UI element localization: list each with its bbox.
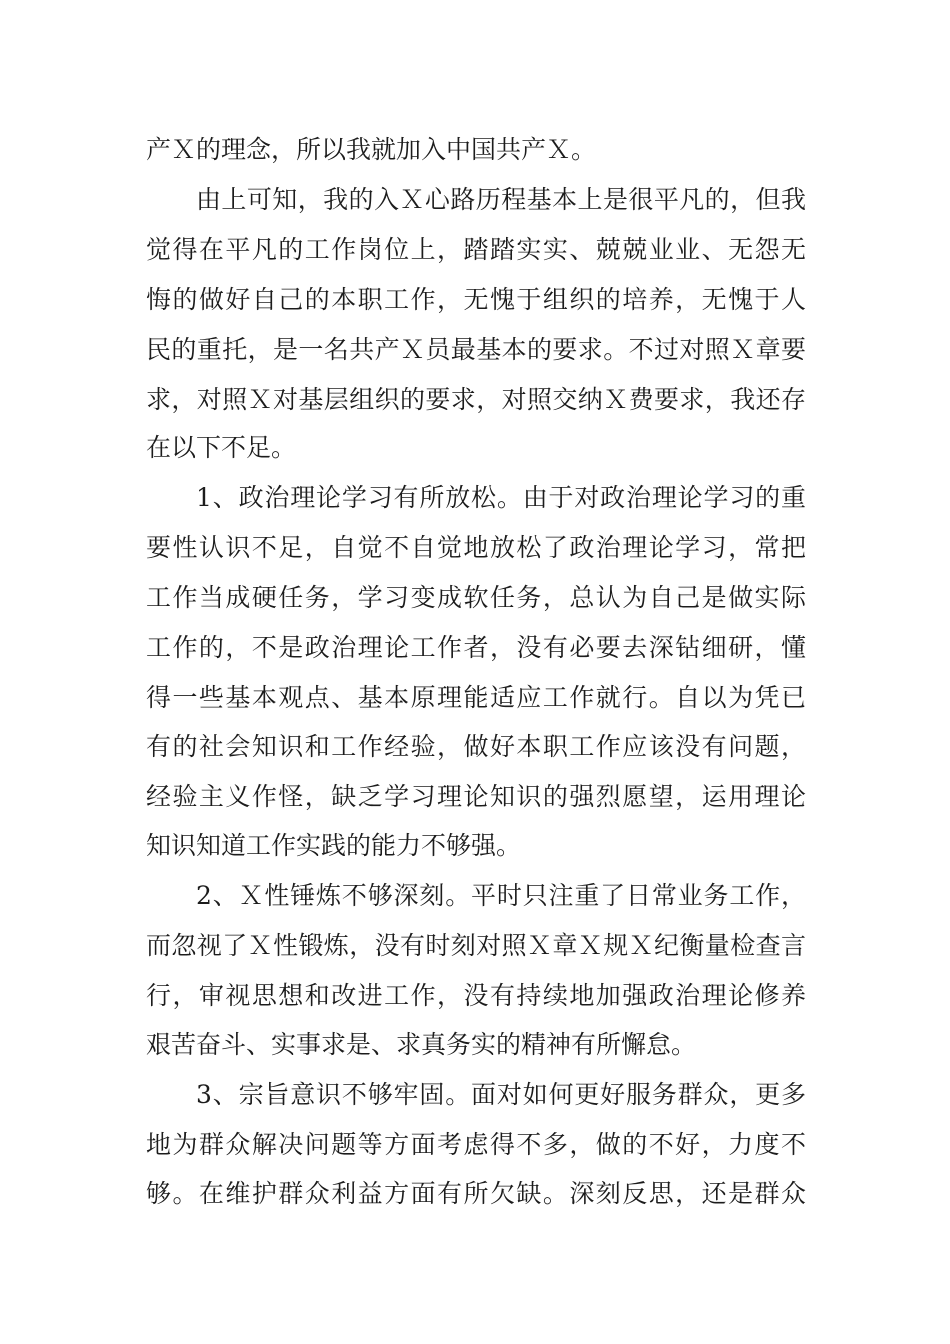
text-line: 地为群众解决问题等方面考虑得不多，做的不好，力度不: [146, 1130, 806, 1159]
paragraph-first-line: 2、Ｘ性锤炼不够深刻。平时只注重了日常业务工作，: [196, 881, 806, 910]
text-line: 经验主义作怪，缺乏学习理论知识的强烈愿望，运用理论: [146, 782, 806, 811]
text-line: 产Ｘ的理念，所以我就加入中国共产Ｘ。: [146, 135, 597, 164]
text-line: 而忽视了Ｘ性锻炼，没有时刻对照Ｘ章Ｘ规Ｘ纪衡量检查言: [146, 931, 806, 960]
paragraph-first-line: 3、宗旨意识不够牢固。面对如何更好服务群众，更多: [196, 1080, 806, 1109]
text-line: 得一些基本观点、基本原理能适应工作就行。自以为凭已: [146, 683, 806, 712]
text-line: 求，对照Ｘ对基层组织的要求，对照交纳Ｘ费要求，我还存: [146, 385, 806, 414]
paragraph-first-line: 由上可知，我的入Ｘ心路历程基本上是很平凡的，但我: [196, 185, 806, 214]
text-line: 民的重托，是一名共产Ｘ员最基本的要求。不过对照Ｘ章要: [146, 335, 806, 364]
text-line: 有的社会知识和工作经验，做好本职工作应该没有问题，: [146, 732, 806, 761]
text-line: 知识知道工作实践的能力不够强。: [146, 831, 522, 860]
text-line: 要性认识不足，自觉不自觉地放松了政治理论学习，常把: [146, 533, 806, 562]
text-line: 工作的，不是政治理论工作者，没有必要去深钻细研，懂: [146, 633, 806, 662]
text-line: 觉得在平凡的工作岗位上，踏踏实实、兢兢业业、无怨无: [146, 235, 806, 264]
text-line: 艰苦奋斗、实事求是、求真务实的精神有所懈怠。: [146, 1030, 697, 1059]
text-line: 在以下不足。: [146, 433, 297, 462]
text-line: 够。在维护群众利益方面有所欠缺。深刻反思，还是群众: [146, 1179, 806, 1208]
text-line: 工作当成硬任务，学习变成软任务，总认为自己是做实际: [146, 583, 806, 612]
paragraph-first-line: 1、政治理论学习有所放松。由于对政治理论学习的重: [196, 483, 806, 512]
text-line: 行，审视思想和改进工作，没有持续地加强政治理论修养: [146, 981, 806, 1010]
text-line: 悔的做好自己的本职工作，无愧于组织的培养，无愧于人: [146, 285, 806, 314]
